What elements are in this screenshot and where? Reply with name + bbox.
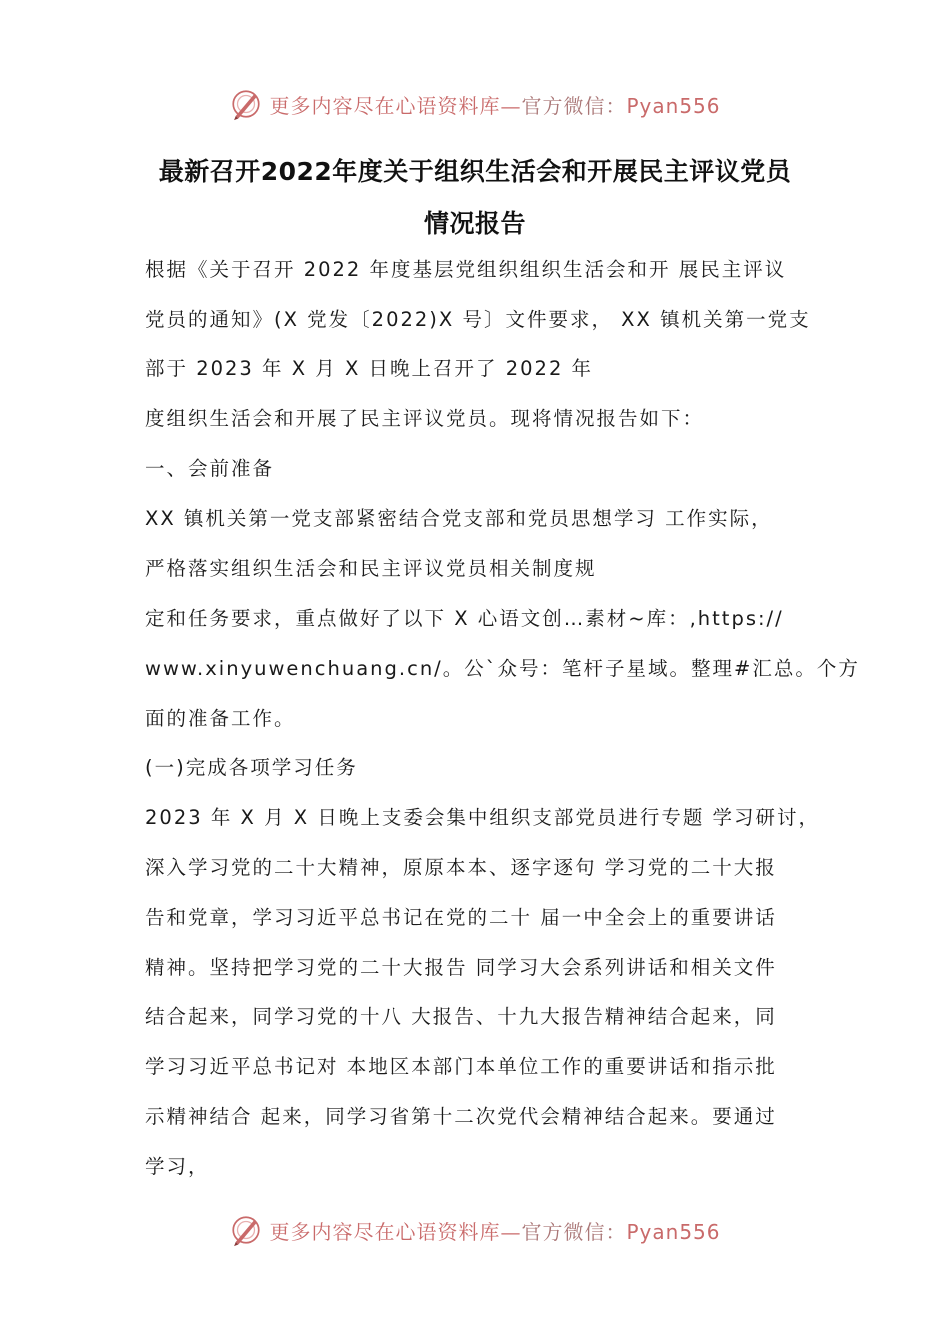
document-title-line-1: 最新召开2022年度关于组织生活会和开展民主评议党员	[158, 157, 792, 186]
body-line: 示精神结合 起来，同学习省第十二次党代会精神结合起来。要通过	[145, 1105, 777, 1128]
body-line: 告和党章，学习习近平总书记在党的二十 届一中全会上的重要讲话	[145, 906, 777, 929]
body-line: 严格落实组织生活会和民主评议党员相关制度规	[145, 557, 597, 580]
pen-logo-icon	[229, 1213, 263, 1247]
footer-banner-text: 更多内容尽在心语资料库—官方微信：Pyan556	[269, 1219, 721, 1244]
header-banner	[0, 82, 950, 126]
body-line: 学习习近平总书记对 本地区本部门本单位工作的重要讲话和指示批	[145, 1055, 777, 1078]
body-line: 定和任务要求，重点做好了以下 X 心语文创…素材~库：,https://	[145, 607, 784, 630]
body-line: 深入学习党的二十大精神，原原本本、逐字逐句 学习党的二十大报	[145, 856, 777, 879]
body-line: 部于 2023 年 X 月 X 日晚上召开了 2022 年	[145, 357, 594, 380]
body-line: 党员的通知》(X 党发〔2022)X 号〕文件要求， XX 镇机关第一党支	[145, 308, 811, 331]
body-line: 面的准备工作。	[145, 707, 296, 730]
body-line: 度组织生活会和开展了民主评议党员。现将情况报告如下：	[145, 407, 705, 430]
body-line: 学习，	[145, 1155, 210, 1178]
body-line: XX 镇机关第一党支部紧密结合党支部和党员思想学习 工作实际，	[145, 507, 773, 530]
body-line: 根据《关于召开 2022 年度基层党组织组织生活会和开 展民主评议	[145, 258, 787, 281]
footer-banner	[0, 1208, 950, 1252]
subsection-heading: (一)完成各项学习任务	[145, 756, 358, 779]
body-line: www.xinyuwenchuang.cn/。公`众号：笔杆子星域。整理#汇总。个方	[145, 657, 860, 680]
pen-logo-icon	[229, 87, 263, 121]
section-heading: 一、会前准备	[145, 457, 275, 480]
header-banner-text: 更多内容尽在心语资料库—官方微信：Pyan556	[269, 93, 721, 118]
body-line: 结合起来，同学习党的十八 大报告、十九大报告精神结合起来，同	[145, 1005, 777, 1028]
document-title-line-2: 情况报告	[423, 209, 526, 238]
body-line: 2023 年 X 月 X 日晚上支委会集中组织支部党员进行专题 学习研讨，	[145, 806, 821, 829]
body-line: 精神。坚持把学习党的二十大报告 同学习大会系列讲话和相关文件	[145, 956, 777, 979]
